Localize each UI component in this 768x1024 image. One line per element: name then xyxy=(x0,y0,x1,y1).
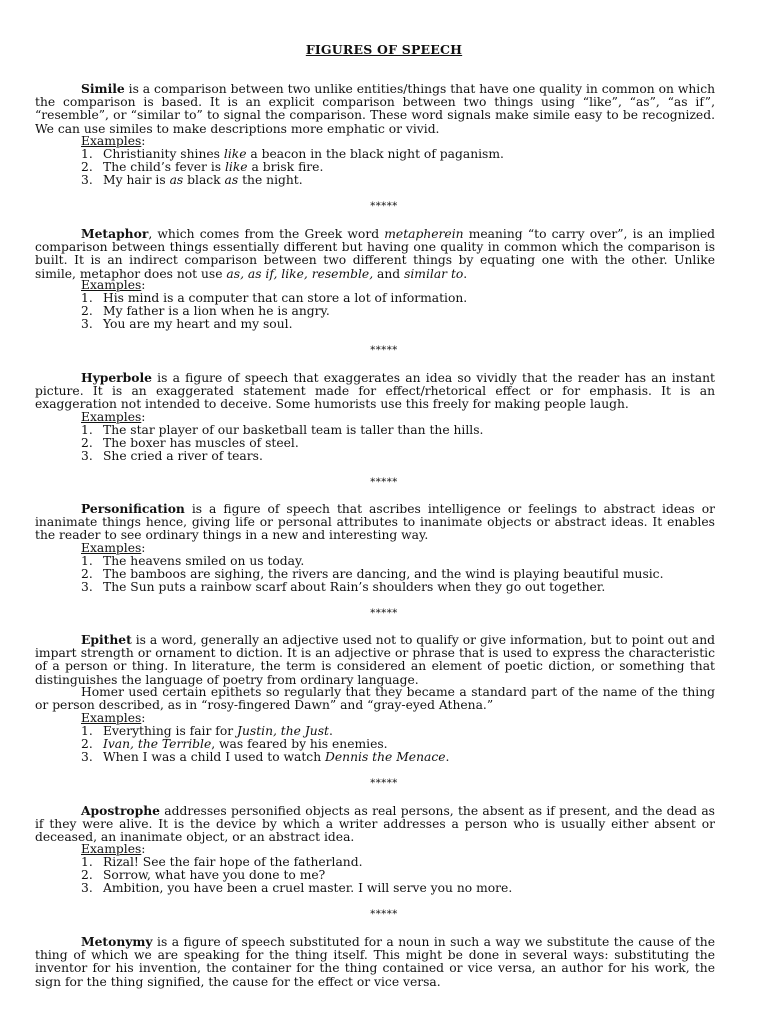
page-title: FIGURES OF SPEECH xyxy=(305,42,463,57)
section-separator: ***** xyxy=(370,909,398,920)
list-item: 3. My hair is as black as the night. xyxy=(81,173,303,188)
list-item: 2. The bamboos are sighing, the rivers are dancing, and the wind is playing beautiful music. xyxy=(81,567,664,582)
hyperbole-examples-label: Examples: xyxy=(81,410,146,424)
apostrophe-examples xyxy=(81,856,721,896)
simile-examples xyxy=(81,148,721,188)
epithet-definition: Epithet is a word, generally an adjective used not to qualify or give information, but to point out and impart strength or ornament to diction. It is an adjective or phrase that is used to express the characteristic of a person or thing. In literature, the term is considered an element of poetic diction, or something that distinguishes the language of poetry from ordinary language. xyxy=(35,632,715,687)
list-item: 3. Ambition, you have been a cruel master. I will serve you no more. xyxy=(81,881,513,896)
list-item: 2. My father is a lion when he is angry. xyxy=(81,304,330,319)
list-item: 1. Everything is fair for Justin, the Just. xyxy=(81,724,333,738)
list-item: 2. Sorrow, what have you done to me? xyxy=(81,868,326,883)
epithet-examples-label: Examples: xyxy=(81,711,146,725)
personification-examples-label: Examples: xyxy=(81,541,146,555)
section-separator: ***** xyxy=(370,608,398,619)
section-separator: ***** xyxy=(370,778,398,789)
metaphor-examples xyxy=(81,292,721,332)
list-item: 1. Christianity shines like a beacon in the black night of paganism. xyxy=(81,147,504,161)
simile-definition: Simile is a comparison between two unlike entities/things that have one quality in common on which the comparison is based. It is an explicit comparison between two things using “like”, “as”, “as if”, “resemble”, or “similar to” to signal the comparison. These word signals make simile easy to be recognized. We can use similes to make descriptions more emphatic or vivid. xyxy=(35,81,715,136)
list-item: 1. The star player of our basketball team is taller than the hills. xyxy=(81,423,484,437)
list-item: 3. When I was a child I used to watch Dennis the Menace. xyxy=(81,750,450,765)
epithet-term: Epithet xyxy=(81,632,132,647)
section-separator: ***** xyxy=(370,345,398,356)
metaphor-term: Metaphor xyxy=(81,226,149,241)
list-item: 3. The Sun puts a rainbow scarf about Rain’s shoulders when they go out together. xyxy=(81,580,606,595)
section-separator: ***** xyxy=(370,201,398,212)
list-item: 3. She cried a river of tears. xyxy=(81,449,263,464)
list-item: 2. Ivan, the Terrible, was feared by his enemies. xyxy=(81,737,388,752)
apostrophe-definition: Apostrophe addresses personified objects as real persons, the absent as if present, and the dead as if they were alive. It is the device by which a writer addresses a person who is usually either absent or deceased, an inanimate object, or an abstract idea. xyxy=(35,803,715,845)
personification-definition: Personification is a figure of speech that ascribes intelligence or feelings to abstract ideas or inanimate things hence, giving life or personal attributes to inanimate objects or abstract ideas. It enables the reader to see ordinary things in a new and interesting way. xyxy=(35,501,715,543)
hyperbole-examples xyxy=(81,424,721,464)
metonymy-term: Metonymy xyxy=(81,934,153,949)
personification-term: Personification xyxy=(81,501,185,516)
section-separator: ***** xyxy=(370,477,398,488)
epithet-examples xyxy=(81,725,721,765)
list-item: 1. Rizal! See the fair hope of the fatherland. xyxy=(81,855,363,869)
metaphor-examples-label: Examples: xyxy=(81,278,146,292)
apostrophe-examples-label: Examples: xyxy=(81,842,146,856)
list-item: 2. The child’s fever is like a brisk fire. xyxy=(81,160,324,175)
apostrophe-term: Apostrophe xyxy=(81,803,160,818)
hyperbole-definition: Hyperbole is a figure of speech that exaggerates an idea so vividly that the reader has an instant picture. It is an exaggerated statement made for effect/rhetorical effect or for emphasis. It is an exaggeration not intended to deceive. Some humorists use this freely for making people laugh. xyxy=(35,370,715,412)
list-item: 2. The boxer has muscles of steel. xyxy=(81,436,299,451)
metonymy-definition: Metonymy is a figure of speech substituted for a noun in such a way we substitute the cause of the thing of which we are speaking for the thing itself. This might be done in several ways: substituting the inventor for his invention, the container for the thing contained or vice versa, an author for his work, the sign for the thing signified, the cause for the effect or vice versa. xyxy=(35,934,715,989)
epithet-definition-2: Homer used certain epithets so regularly that they became a standard part of the name of the thing or person described, as in “rosy-fingered Dawn” and “gray-eyed Athena.” xyxy=(35,685,715,713)
personification-examples xyxy=(81,555,721,595)
list-item: 1. The heavens smiled on us today. xyxy=(81,554,305,568)
simile-examples-label: Examples: xyxy=(81,134,146,148)
hyperbole-term: Hyperbole xyxy=(81,370,152,385)
metaphor-definition: Metaphor, which comes from the Greek word metapherein meaning “to carry over”, is an implied comparison between things essentially different but having one quality in common which the comparison is built. It is an indirect comparison between two different things by equating one with the other. Unlike simile, metaphor does not use as, as if, like, resemble, and similar to. xyxy=(35,226,715,281)
simile-term: Simile xyxy=(81,81,125,96)
list-item: 3. You are my heart and my soul. xyxy=(81,317,293,332)
list-item: 1. His mind is a computer that can store a lot of information. xyxy=(81,291,468,305)
